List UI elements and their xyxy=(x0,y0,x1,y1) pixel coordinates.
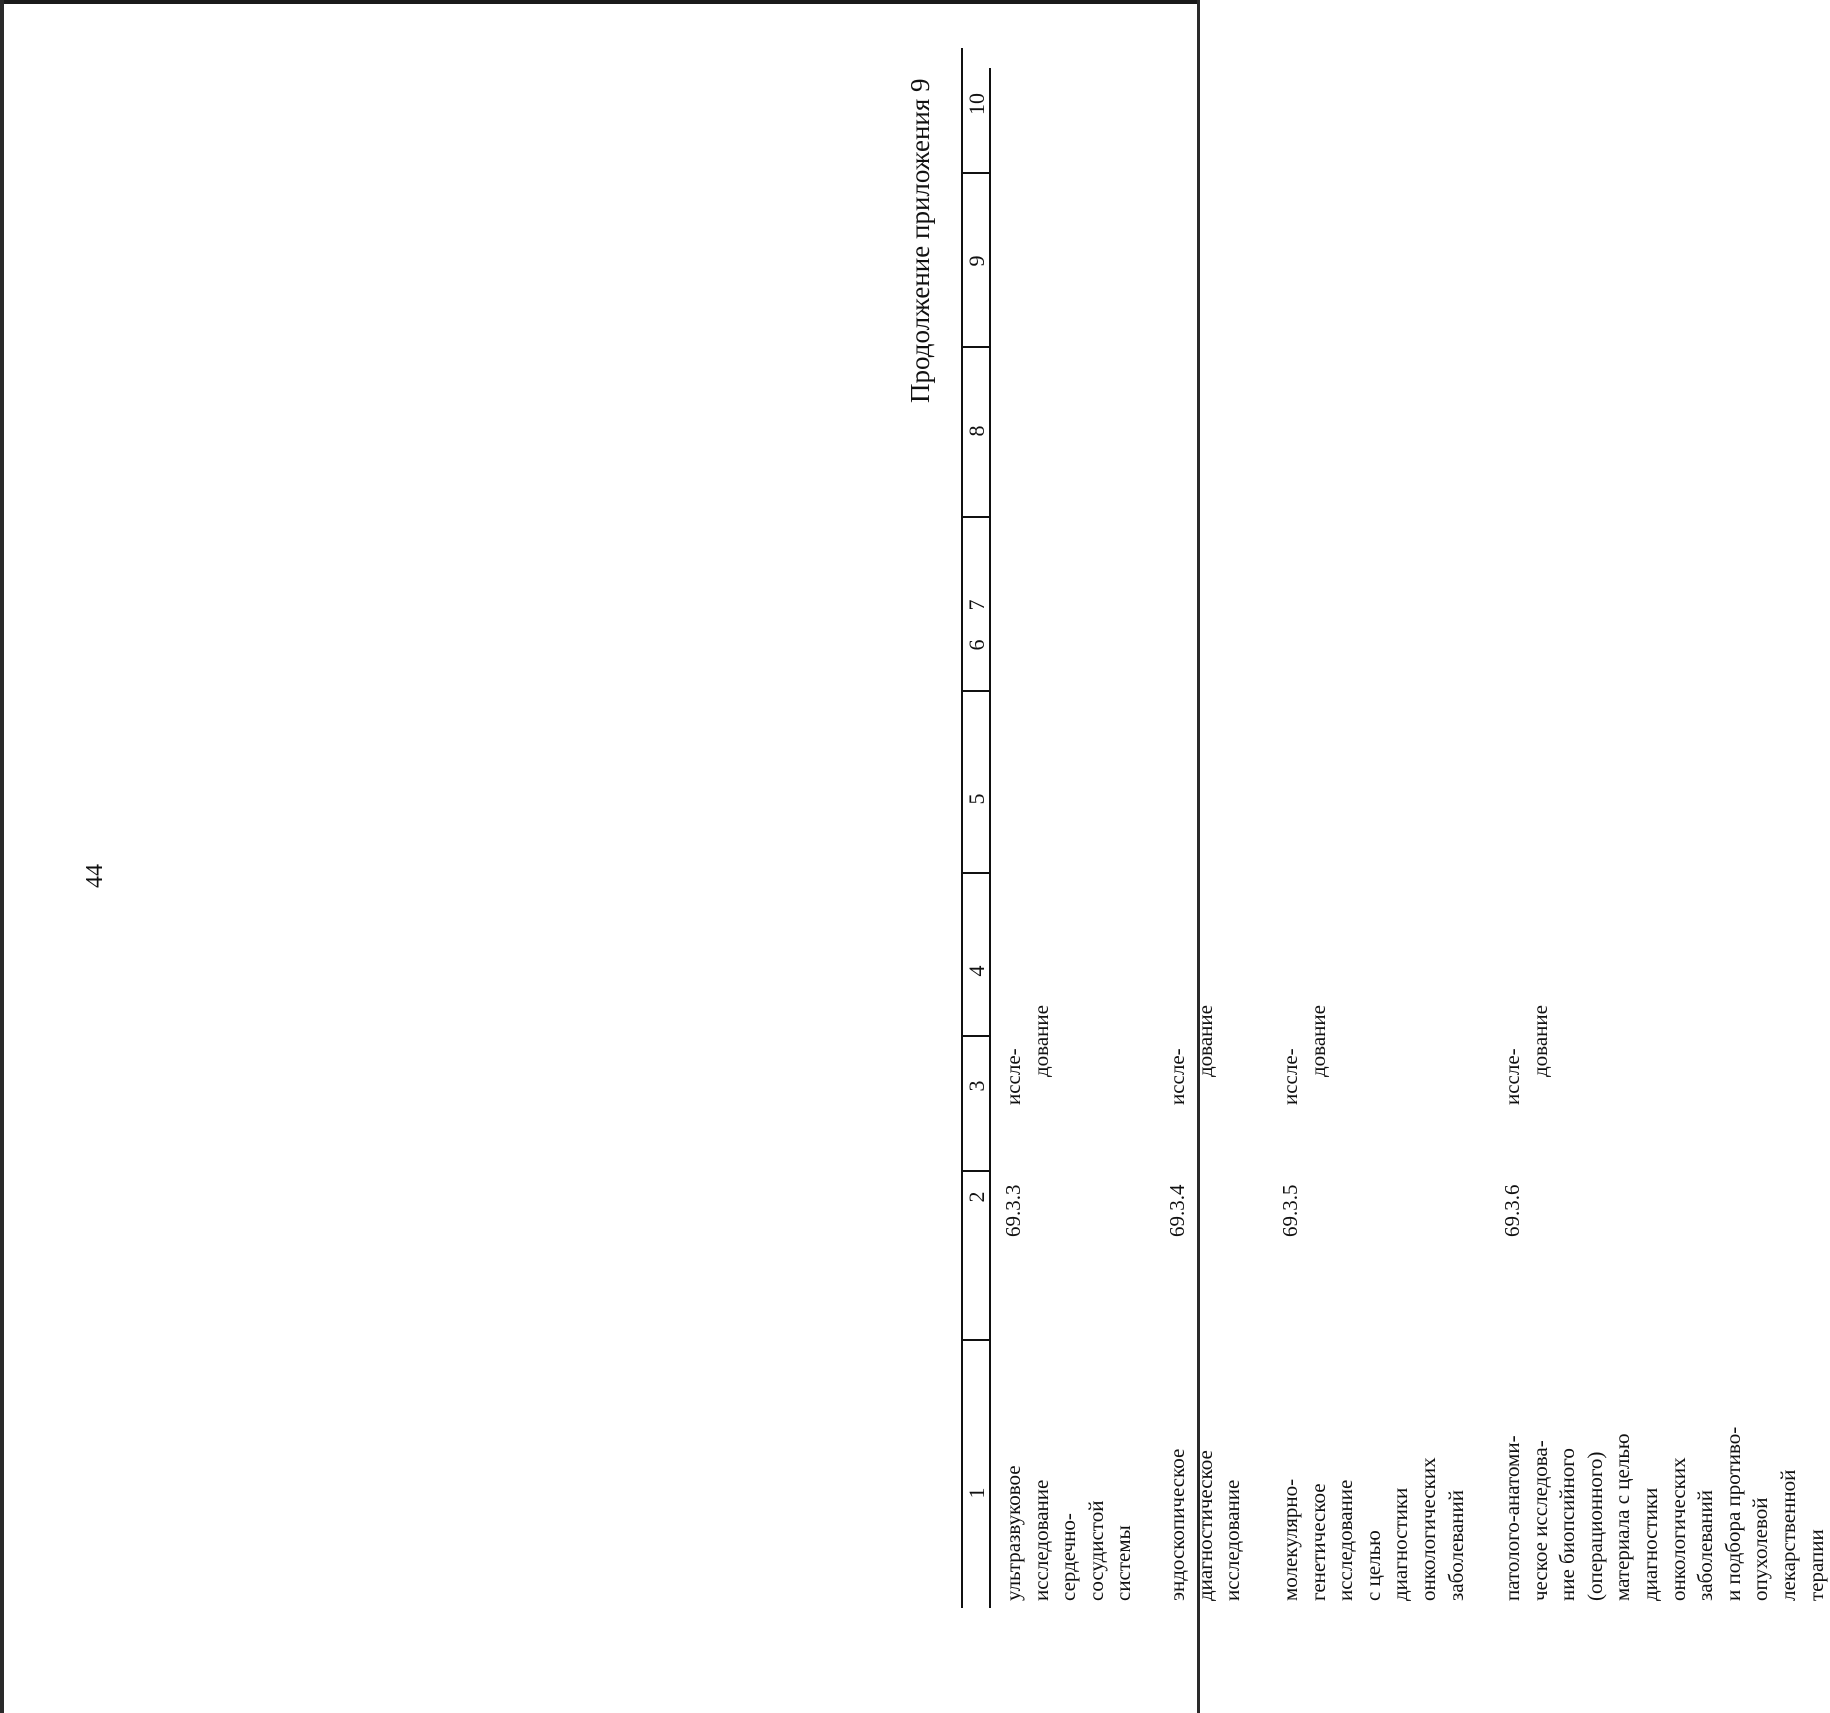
row-unit-line: дование xyxy=(1527,1005,1552,1077)
column-divider xyxy=(961,690,989,692)
table-row-name xyxy=(1499,1427,1830,1601)
row-code: 69.3.3 xyxy=(1001,1184,1025,1237)
table-header-top-border xyxy=(961,48,963,1608)
row-name-line: исследование xyxy=(1028,1479,1053,1601)
row-name-line: патолого-анатоми- xyxy=(1500,1435,1524,1601)
page-number: 44 xyxy=(82,864,108,888)
row-name-line: исследование xyxy=(1333,1479,1358,1601)
row-name-line: диагностики xyxy=(1388,1487,1413,1601)
column-divider xyxy=(961,1339,989,1341)
row-name-line: сосудистой xyxy=(1083,1500,1108,1601)
row-name-line: и подбора противо- xyxy=(1720,1426,1745,1601)
row-unit-line: иссле- xyxy=(1165,1048,1189,1105)
column-number-8: 8 xyxy=(964,425,989,437)
row-name-line: заболеваний xyxy=(1443,1490,1468,1601)
row-name-line: заболеваний xyxy=(1693,1490,1718,1601)
row-name-line: терапии xyxy=(1803,1529,1828,1601)
row-code: 69.3.6 xyxy=(1500,1184,1524,1237)
column-number-10: 10 xyxy=(964,93,989,115)
row-unit xyxy=(1000,1005,1055,1105)
row-name-line: опухолевой xyxy=(1748,1497,1773,1601)
row-unit xyxy=(1164,1005,1219,1105)
row-name-line: ультразвуковое xyxy=(1001,1465,1025,1601)
row-name-line: материала с целью xyxy=(1610,1433,1635,1601)
column-number-4: 4 xyxy=(964,965,989,977)
row-unit-line: иссле- xyxy=(1500,1048,1524,1105)
row-name-line: генетическое xyxy=(1305,1483,1330,1601)
column-divider xyxy=(961,172,989,174)
column-number-9: 9 xyxy=(964,255,989,267)
column-divider xyxy=(961,1170,989,1172)
column-number-1: 1 xyxy=(964,1487,989,1499)
row-name-line: эндоскопическое xyxy=(1165,1448,1189,1601)
row-name-line: исследование xyxy=(1220,1479,1245,1601)
row-name-line: (операционного) xyxy=(1582,1451,1607,1601)
column-number-3: 3 xyxy=(964,1080,989,1092)
row-name-line: диагностики xyxy=(1637,1487,1662,1601)
row-code: 69.3.4 xyxy=(1165,1184,1189,1237)
column-number-2: 2 xyxy=(964,1191,989,1203)
row-name-line: с целью xyxy=(1360,1530,1385,1601)
row-name-line: диагностическое xyxy=(1192,1450,1217,1601)
row-name-line: онкологических xyxy=(1665,1457,1690,1601)
row-name-line: молекулярно- xyxy=(1278,1478,1302,1601)
column-divider xyxy=(961,872,989,874)
table-row-name xyxy=(1000,1465,1138,1601)
row-unit-line: дование xyxy=(1028,1005,1053,1077)
row-name-line: онкологических xyxy=(1415,1457,1440,1601)
row-unit xyxy=(1499,1005,1554,1105)
row-unit-line: иссле- xyxy=(1001,1048,1025,1105)
column-divider xyxy=(961,346,989,348)
row-unit-line: дование xyxy=(1192,1005,1217,1077)
column-number-7: 7 xyxy=(964,599,989,611)
row-unit-line: иссле- xyxy=(1278,1048,1302,1105)
row-code: 69.3.5 xyxy=(1278,1184,1302,1237)
row-name-line: лекарственной xyxy=(1775,1469,1800,1601)
row-unit-line: дование xyxy=(1305,1005,1330,1077)
column-divider xyxy=(961,1035,989,1037)
continuation-title: Продолжение приложения 9 xyxy=(905,78,935,403)
row-name-line: сердечно- xyxy=(1056,1513,1081,1601)
table-row-name xyxy=(1164,1449,1247,1601)
row-name-line: ние биопсийного xyxy=(1555,1448,1580,1601)
column-number-5: 5 xyxy=(964,793,989,805)
column-divider xyxy=(961,516,989,518)
table-header-bottom-border xyxy=(989,68,991,1608)
row-name-line: системы xyxy=(1111,1525,1136,1601)
column-number-6: 6 xyxy=(964,639,989,651)
table-row-name xyxy=(1277,1457,1470,1601)
row-name-line: ческое исследова- xyxy=(1527,1440,1552,1601)
row-unit xyxy=(1277,1005,1332,1105)
